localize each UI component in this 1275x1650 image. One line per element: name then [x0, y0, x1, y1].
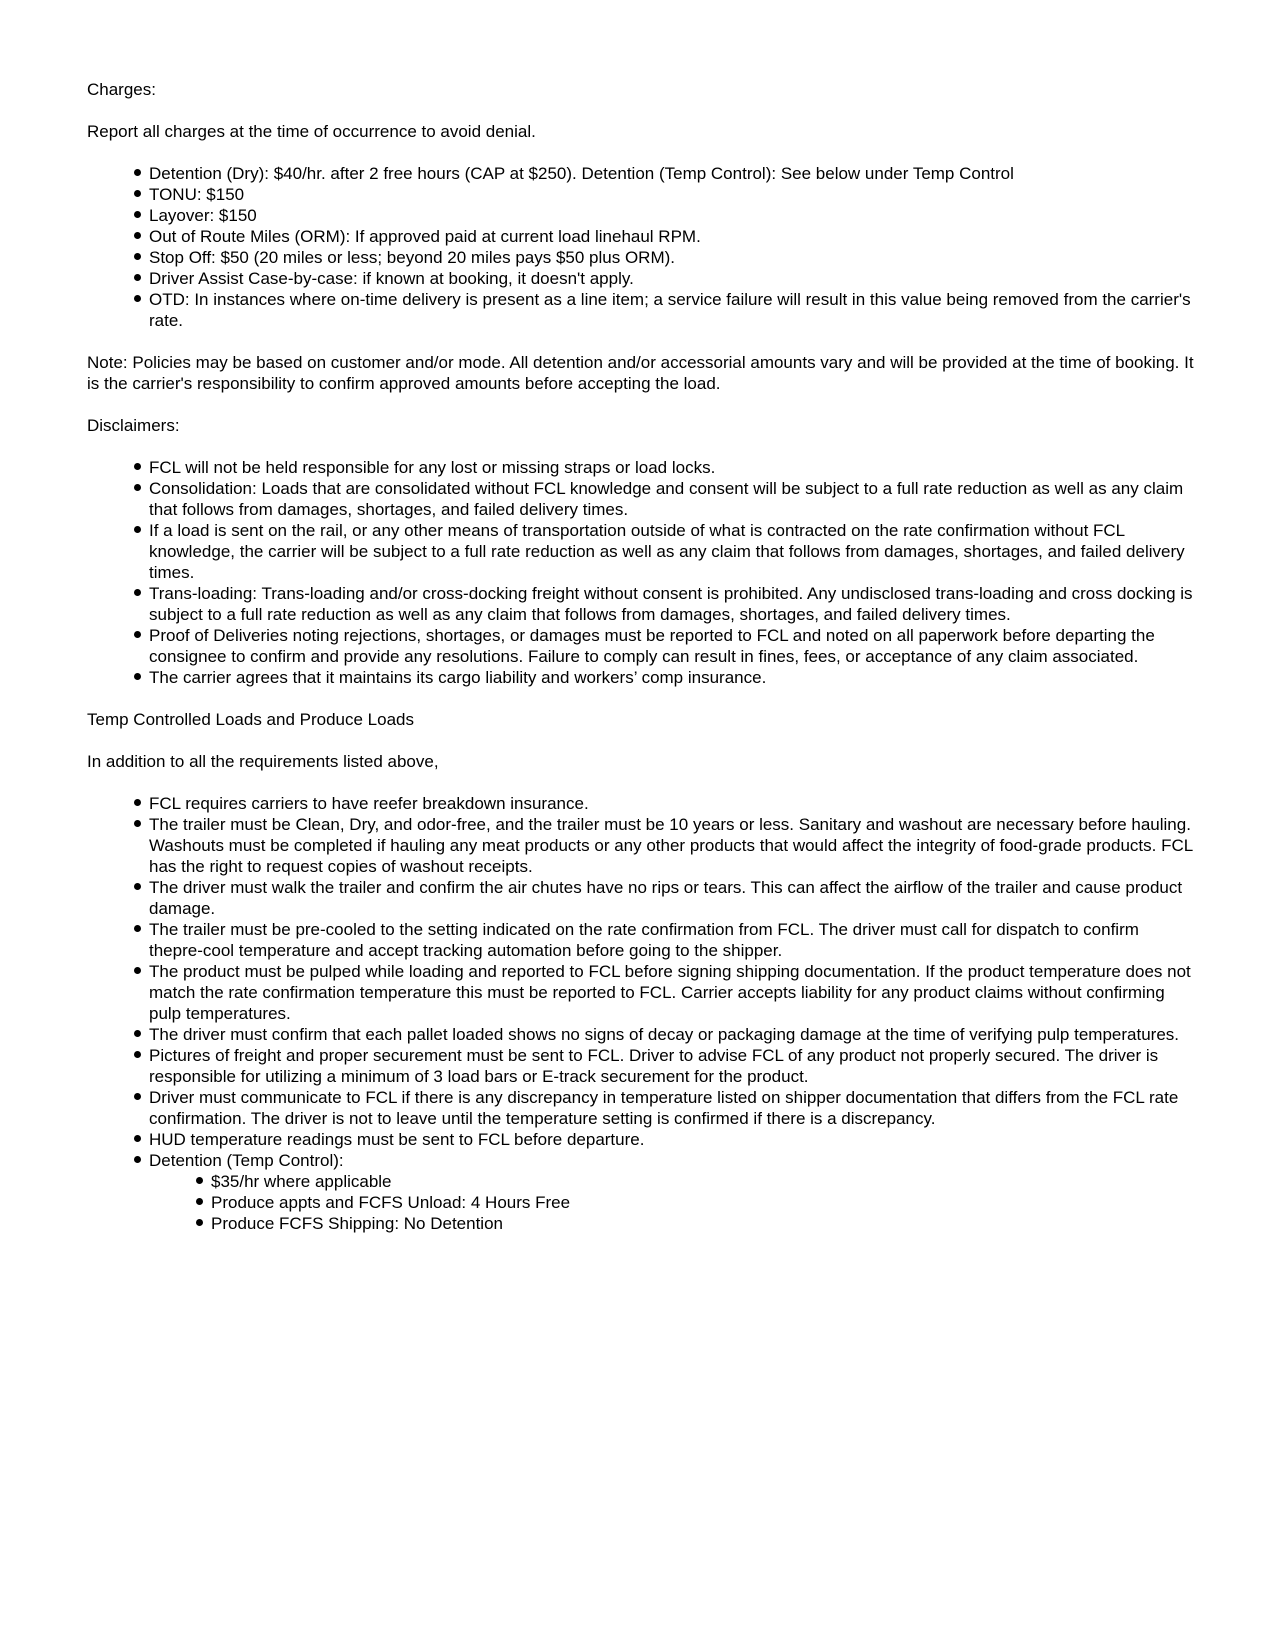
list-item	[149, 247, 1197, 268]
sub-list-item	[211, 1213, 1197, 1234]
disclaimers-list	[87, 457, 1197, 688]
bullet-icon	[134, 799, 141, 806]
sub-list-item-text: Produce FCFS Shipping: No Detention	[211, 1214, 503, 1233]
list-item-text: Stop Off: $50 (20 miles or less; beyond 20 miles pays $50 plus ORM).	[149, 248, 675, 267]
list-item-text: Out of Route Miles (ORM): If approved paid at current load linehaul RPM.	[149, 227, 701, 246]
disclaimers-heading: Disclaimers:	[87, 416, 180, 435]
list-item-text: The trailer must be pre-cooled to the setting indicated on the rate confirmation from FCL. The driver must call for dispatch to confirm thepre-cool temperature and accept tracking automation before going to the shipper.	[149, 920, 1139, 960]
bullet-icon	[134, 1030, 141, 1037]
list-item-text: The driver must confirm that each pallet loaded shows no signs of decay or packaging damage at the time of verifying pulp temperatures.	[149, 1025, 1179, 1044]
list-item	[149, 289, 1197, 331]
list-item-text: The driver must walk the trailer and confirm the air chutes have no rips or tears. This can affect the airflow of the trailer and cause product damage.	[149, 878, 1183, 918]
temp-intro: In addition to all the requirements listed above,	[87, 752, 439, 771]
bullet-icon	[134, 169, 141, 176]
bullet-icon	[134, 190, 141, 197]
list-item	[149, 1150, 1197, 1234]
bullet-icon	[134, 274, 141, 281]
list-item-text: Pictures of freight and proper securement must be sent to FCL. Driver to advise FCL of any product not properly secured. The driver is responsible for utilizing a minimum of 3 load bars or E-track securement for the product.	[149, 1046, 1159, 1086]
temp-list	[87, 793, 1197, 1234]
bullet-icon	[134, 484, 141, 491]
list-item	[149, 163, 1197, 184]
bullet-icon	[134, 253, 141, 260]
bullet-icon	[134, 232, 141, 239]
charges-list	[87, 163, 1197, 331]
bullet-icon	[196, 1219, 203, 1226]
document-page	[87, 79, 1197, 1234]
list-item	[149, 226, 1197, 247]
list-item-text: Trans-loading: Trans-loading and/or cross-docking freight without consent is prohibited. Any undisclosed trans-loading and cross docking is subject to a full rate reduction as well as any claim that follows from damages, shortages, and failed delivery times.	[149, 584, 1193, 624]
list-item	[149, 1024, 1197, 1045]
bullet-icon	[134, 1051, 141, 1058]
list-item	[149, 793, 1197, 814]
list-item-text: Detention (Temp Control):	[149, 1151, 344, 1170]
list-item-text: TONU: $150	[149, 185, 245, 204]
bullet-icon	[134, 967, 141, 974]
list-item-text: Layover: $150	[149, 206, 257, 225]
list-item-text: Detention (Dry): $40/hr. after 2 free hours (CAP at $250). Detention (Temp Control): See below under Temp Control	[149, 164, 1014, 183]
bullet-icon	[134, 925, 141, 932]
list-item	[149, 919, 1197, 961]
bullet-icon	[134, 526, 141, 533]
sub-list-item-text: Produce appts and FCFS Unload: 4 Hours Free	[211, 1193, 571, 1212]
list-item-text: OTD: In instances where on-time delivery is present as a line item; a service failure will result in this value being removed from the carrier's rate.	[149, 290, 1191, 330]
list-item	[149, 1129, 1197, 1150]
list-item-text: If a load is sent on the rail, or any other means of transportation outside of what is contracted on the rate confirmation without FCL knowledge, the carrier will be subject to a full rate reduction as well as any claim that follows from damages, shortages, and failed delivery times.	[149, 521, 1185, 582]
charges-intro: Report all charges at the time of occurrence to avoid denial.	[87, 122, 536, 141]
list-item	[149, 877, 1197, 919]
list-item	[149, 1087, 1197, 1129]
bullet-icon	[134, 1093, 141, 1100]
charges-heading: Charges:	[87, 80, 156, 99]
list-item-text: The product must be pulped while loading and reported to FCL before signing shipping documentation. If the product temperature does not match the rate confirmation temperature this must be reported to FCL. Carrier accepts liability for any product claims without confirming pulp temperatures.	[149, 962, 1191, 1023]
bullet-icon	[134, 211, 141, 218]
bullet-icon	[134, 820, 141, 827]
bullet-icon	[134, 295, 141, 302]
list-item	[149, 1045, 1197, 1087]
list-item-text: FCL will not be held responsible for any lost or missing straps or load locks.	[149, 458, 716, 477]
list-item-text: FCL requires carriers to have reefer breakdown insurance.	[149, 794, 589, 813]
bullet-icon	[196, 1177, 203, 1184]
bullet-icon	[134, 673, 141, 680]
sub-list-item	[211, 1171, 1197, 1192]
bullet-icon	[134, 883, 141, 890]
list-item	[149, 268, 1197, 289]
list-item-text: Driver Assist Case-by-case: if known at booking, it doesn't apply.	[149, 269, 634, 288]
list-item	[149, 814, 1197, 877]
bullet-icon	[134, 463, 141, 470]
bullet-icon	[134, 631, 141, 638]
list-item-text: Proof of Deliveries noting rejections, shortages, or damages must be reported to FCL and noted on all paperwork before departing the consignee to confirm and provide any resolutions. Failure to comply can result in fines, fees, or acceptance of any claim associated.	[149, 626, 1155, 666]
list-item	[149, 457, 1197, 478]
temp-heading: Temp Controlled Loads and Produce Loads	[87, 710, 414, 729]
list-item	[149, 184, 1197, 205]
list-item	[149, 625, 1197, 667]
bullet-icon	[196, 1198, 203, 1205]
list-item-text: HUD temperature readings must be sent to FCL before departure.	[149, 1130, 645, 1149]
bullet-icon	[134, 1156, 141, 1163]
list-item	[149, 520, 1197, 583]
list-item	[149, 667, 1197, 688]
list-item	[149, 961, 1197, 1024]
list-item-text: The carrier agrees that it maintains its cargo liability and workers’ comp insurance.	[149, 668, 767, 687]
bullet-icon	[134, 589, 141, 596]
temp-detention-sublist	[149, 1171, 1197, 1234]
list-item	[149, 205, 1197, 226]
list-item-text: The trailer must be Clean, Dry, and odor-free, and the trailer must be 10 years or less. Sanitary and washout are necessary before hauling. Washouts must be completed if hauling any meat products or any other products that would affect the integrity of food-grade products. FCL has the right to request copies of washout receipts.	[149, 815, 1193, 876]
sub-list-item-text: $35/hr where applicable	[211, 1172, 392, 1191]
list-item-text: Driver must communicate to FCL if there is any discrepancy in temperature listed on shipper documentation that differs from the FCL rate confirmation. The driver is not to leave until the temperature setting is confirmed if there is a discrepancy.	[149, 1088, 1179, 1128]
sub-list-item	[211, 1192, 1197, 1213]
list-item	[149, 583, 1197, 625]
list-item-text: Consolidation: Loads that are consolidated without FCL knowledge and consent will be subject to a full rate reduction as well as any claim that follows from damages, shortages, and failed delivery times.	[149, 479, 1184, 519]
charges-note: Note: Policies may be based on customer and/or mode. All detention and/or accessorial amounts vary and will be provided at the time of booking. It is the carrier's responsibility to confirm approved amounts before accepting the load.	[87, 353, 1194, 393]
bullet-icon	[134, 1135, 141, 1142]
list-item	[149, 478, 1197, 520]
